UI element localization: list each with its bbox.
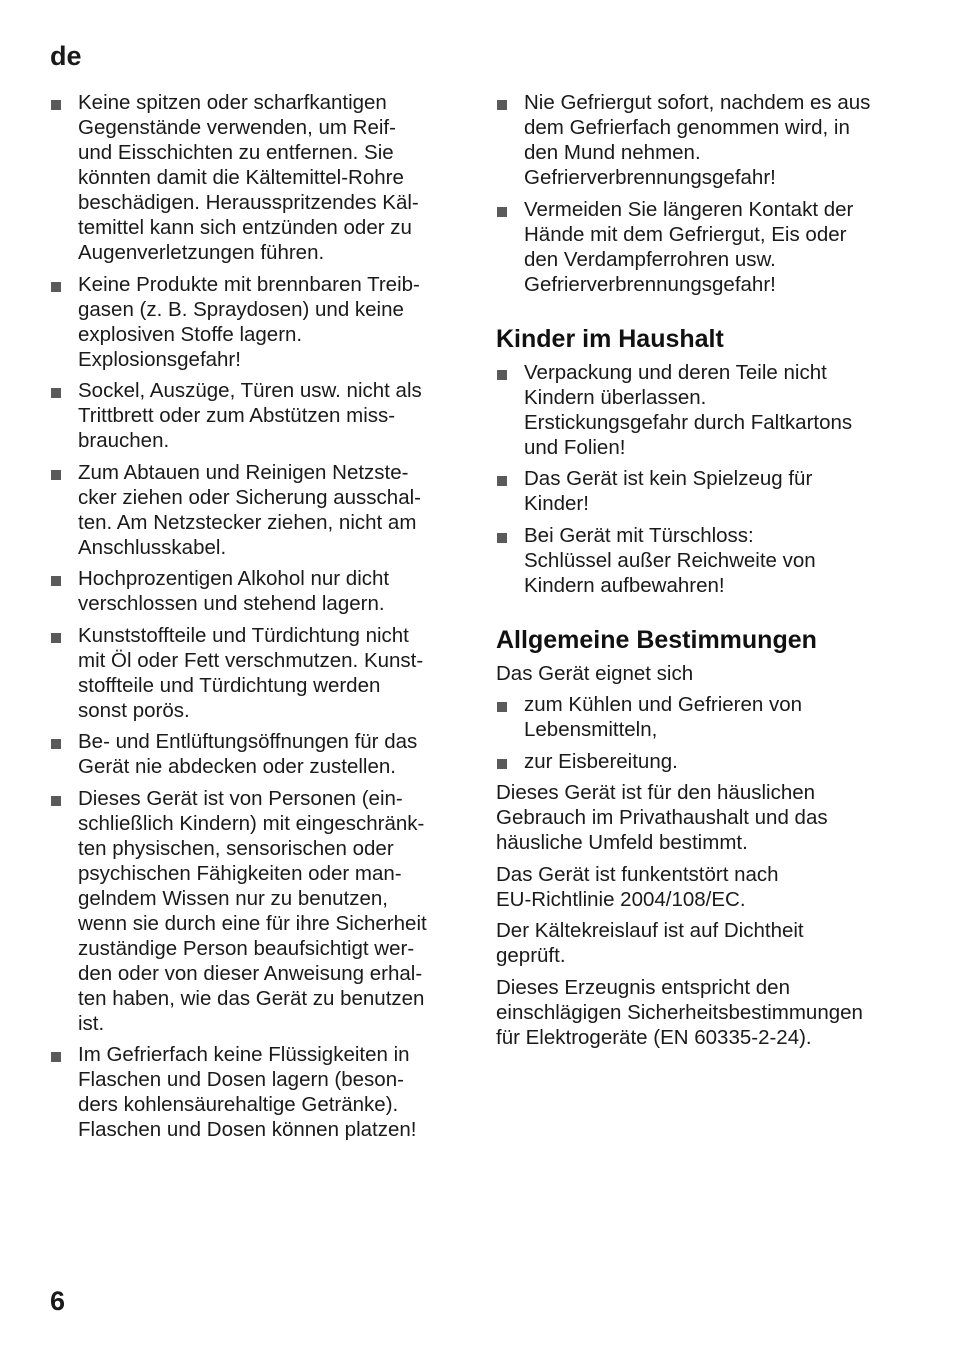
paragraph xyxy=(496,918,906,968)
intro-text: Das Gerät eignet sich xyxy=(496,661,694,685)
text-line: könnten damit die Kältemittel-Rohre xyxy=(78,166,404,189)
paragraph xyxy=(496,975,906,1050)
list-item xyxy=(496,360,906,460)
usage-list xyxy=(496,692,906,774)
square-bullet-icon xyxy=(51,470,61,480)
square-bullet-icon xyxy=(51,633,61,643)
text-line: stoffteile und Türdichtung werden xyxy=(78,673,381,697)
text-line: Be- und Entlüftungsöffnungen für das xyxy=(78,730,418,753)
text-line: den Mund nehmen. xyxy=(524,141,701,164)
square-bullet-icon xyxy=(51,576,61,586)
right-column xyxy=(496,90,906,1056)
text-line: Das Gerät ist kein Spielzeug für xyxy=(524,467,813,490)
list-item xyxy=(50,460,460,560)
text-line: Gegenstände verwenden, um Reif- xyxy=(78,116,396,139)
text-line: Flaschen und Dosen können platzen! xyxy=(78,1118,417,1141)
text-line: Das Gerät ist funkentstört nach xyxy=(496,862,779,886)
text-line: Verpackung und deren Teile nicht xyxy=(524,360,827,384)
list-item xyxy=(50,623,460,723)
text-line: Lebensmitteln, xyxy=(524,718,658,741)
square-bullet-icon xyxy=(497,370,507,380)
text-line: sonst porös. xyxy=(78,698,190,722)
square-bullet-icon xyxy=(51,282,61,292)
square-bullet-icon xyxy=(497,759,507,769)
text-line: Dieses Erzeugnis entspricht den xyxy=(496,975,790,999)
page-number: 6 xyxy=(50,1286,66,1316)
text-line: Schlüssel außer Reichweite von xyxy=(524,548,816,572)
children-list xyxy=(496,360,906,598)
text-line: gelndem Wissen nur zu benutzen, xyxy=(78,886,388,910)
text-line: Explosionsgefahr! xyxy=(78,347,241,371)
list-item xyxy=(496,692,906,742)
text-line: Dieses Gerät ist für den häuslichen xyxy=(496,781,816,804)
list-item xyxy=(50,90,460,265)
text-line: Hochprozentigen Alkohol nur dicht xyxy=(78,567,390,590)
section-heading-general: Allgemeine Bestimmungen xyxy=(496,625,817,654)
text-line: brauchen. xyxy=(78,429,170,452)
paragraph xyxy=(496,780,906,855)
text-line: Gefrierverbrennungsgefahr! xyxy=(524,166,776,189)
text-line: und Eisschichten zu entfernen. Sie xyxy=(78,141,394,164)
text-line: Kindern aufbewahren! xyxy=(524,573,725,597)
safety-list-right xyxy=(496,90,906,297)
text-line: einschlägigen Sicherheitsbestimmungen xyxy=(496,1000,863,1024)
list-item xyxy=(50,1042,460,1142)
list-item xyxy=(50,272,460,372)
text-line: geprüft. xyxy=(496,944,566,967)
list-item xyxy=(496,523,906,598)
text-line: Dieses Gerät ist von Personen (ein- xyxy=(78,786,403,810)
square-bullet-icon xyxy=(497,100,507,110)
square-bullet-icon xyxy=(497,533,507,543)
text-line: Gefrierverbrennungsgefahr! xyxy=(524,272,776,296)
text-line: Kunststoffteile und Türdichtung nicht xyxy=(78,623,409,647)
text-line: psychischen Fähigkeiten oder man- xyxy=(78,861,402,885)
text-line: zum Kühlen und Gefrieren von xyxy=(524,693,803,716)
text-line: für Elektrogeräte (EN 60335-2-24). xyxy=(496,1025,812,1049)
square-bullet-icon xyxy=(497,476,507,486)
text-line: Kinder! xyxy=(524,492,589,515)
text-line: dem Gefrierfach genommen wird, in xyxy=(524,116,850,139)
text-line: Trittbrett oder zum Abstützen miss- xyxy=(78,404,396,427)
safety-list-left xyxy=(50,90,460,1142)
text-line: den oder von dieser Anweisung erhal- xyxy=(78,961,423,985)
text-line: Erstickungsgefahr durch Faltkartons xyxy=(524,410,853,434)
text-line: zuständige Person beaufsichtigt wer- xyxy=(78,936,415,960)
text-line: Nie Gefriergut sofort, nachdem es aus xyxy=(524,91,871,114)
list-item xyxy=(50,566,460,616)
square-bullet-icon xyxy=(51,1052,61,1062)
text-line: Vermeiden Sie längeren Kontakt der xyxy=(524,197,854,221)
general-paragraphs xyxy=(496,780,906,1050)
square-bullet-icon xyxy=(51,100,61,110)
text-line: mit Öl oder Fett verschmutzen. Kunst- xyxy=(78,648,424,672)
text-line: explosiven Stoffe lagern. xyxy=(78,322,303,346)
text-line: ten haben, wie das Gerät zu benutzen xyxy=(78,986,425,1010)
text-line: zur Eisbereitung. xyxy=(524,749,678,773)
square-bullet-icon xyxy=(51,388,61,398)
text-line: ders kohlensäurehaltige Getränke). xyxy=(78,1093,399,1116)
text-line: Gerät nie abdecken oder zustellen. xyxy=(78,755,396,778)
text-line: Flaschen und Dosen lagern (beson- xyxy=(78,1068,404,1091)
text-line: wenn sie durch eine für ihre Sicherheit xyxy=(78,911,427,935)
text-line: häusliche Umfeld bestimmt. xyxy=(496,831,748,854)
text-line: Keine spitzen oder scharfkantigen xyxy=(78,91,387,114)
text-line: cker ziehen oder Sicherung ausschal- xyxy=(78,485,421,509)
text-line: EU-Richtlinie 2004/108/EC. xyxy=(496,887,746,911)
text-line: verschlossen und stehend lagern. xyxy=(78,592,385,615)
list-item xyxy=(496,197,906,297)
text-line: Augenverletzungen führen. xyxy=(78,241,325,264)
list-item xyxy=(50,729,460,779)
text-line: Zum Abtauen und Reinigen Netzste- xyxy=(78,460,409,484)
text-line: Kindern überlassen. xyxy=(524,385,707,409)
text-line: gasen (z. B. Spraydosen) und keine xyxy=(78,297,404,321)
text-line: Keine Produkte mit brennbaren Treib- xyxy=(78,272,420,296)
list-item xyxy=(50,378,460,453)
text-line: temittel kann sich entzünden oder zu xyxy=(78,216,412,239)
text-line: und Folien! xyxy=(524,435,626,459)
list-item xyxy=(50,786,460,1036)
text-line: ten. Am Netzstecker ziehen, nicht am xyxy=(78,510,417,534)
text-line: ist. xyxy=(78,1011,105,1035)
square-bullet-icon xyxy=(497,207,507,217)
square-bullet-icon xyxy=(497,702,507,712)
text-line: Der Kältekreislauf ist auf Dichtheit xyxy=(496,919,804,942)
text-line: den Verdampferrohren usw. xyxy=(524,247,776,271)
text-line: Im Gefrierfach keine Flüssigkeiten in xyxy=(78,1043,410,1066)
text-line: Anschlusskabel. xyxy=(78,535,227,559)
text-line: Sockel, Auszüge, Türen usw. nicht als xyxy=(78,379,422,402)
text-line: Bei Gerät mit Türschloss: xyxy=(524,523,754,547)
text-line: Hände mit dem Gefriergut, Eis oder xyxy=(524,222,847,246)
list-item xyxy=(496,90,906,190)
left-column xyxy=(50,90,460,1149)
square-bullet-icon xyxy=(51,796,61,806)
text-line: beschädigen. Herausspritzendes Käl- xyxy=(78,191,419,214)
list-item xyxy=(496,466,906,516)
paragraph xyxy=(496,862,906,912)
list-item xyxy=(496,749,906,774)
text-line: Gebrauch im Privathaushalt und das xyxy=(496,806,828,829)
section-heading-children: Kinder im Haushalt xyxy=(496,324,724,353)
language-code: de xyxy=(50,41,82,71)
text-line: ten physischen, sensorischen oder xyxy=(78,836,394,860)
text-line: schließlich Kindern) mit eingeschränk- xyxy=(78,811,425,835)
square-bullet-icon xyxy=(51,739,61,749)
